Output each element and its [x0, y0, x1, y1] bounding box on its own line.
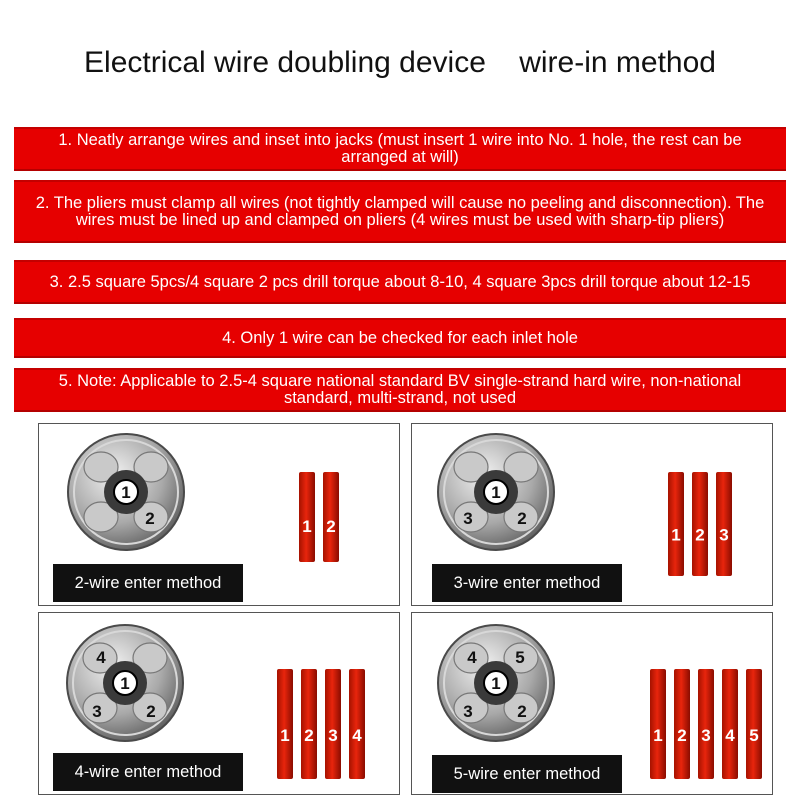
hole-number-label: 2 [517, 509, 527, 528]
method-panel-3-wire [411, 423, 773, 606]
wire-1 [650, 669, 666, 779]
wire-number-label: 4 [725, 726, 735, 745]
method-label-5-wire [432, 755, 622, 793]
wire-number-label: 1 [302, 517, 312, 536]
wire-4 [349, 669, 365, 779]
wire-3 [325, 669, 341, 779]
wire-4 [722, 669, 738, 779]
method-label-2-wire [53, 564, 243, 602]
wire-1 [277, 669, 293, 779]
wire-2 [301, 669, 317, 779]
wire-number-label: 5 [749, 726, 759, 745]
step-4-text: 4. Only 1 wire can be checked for each inlet hole [222, 328, 578, 347]
method-label-4-wire [53, 753, 243, 791]
wire-1 [668, 472, 684, 576]
wire-number-label: 1 [671, 525, 681, 545]
wire-2 [674, 669, 690, 779]
wire-number-label: 2 [677, 726, 687, 745]
hole-number-label: 2 [146, 702, 156, 721]
method-panel-5-wire [411, 612, 773, 795]
method-label-text: 5-wire enter method [453, 764, 601, 783]
hole-number-label: 1 [120, 674, 130, 693]
hole-number-label: 3 [92, 702, 102, 721]
step-2-bar [14, 180, 786, 243]
hole-number-label: 4 [96, 648, 106, 667]
page-title: Electrical wire doubling device wire-in method [84, 46, 716, 79]
method-label-3-wire [432, 564, 622, 602]
wire-3 [698, 669, 714, 779]
step-5-bar [14, 368, 786, 412]
hole-number-label: 4 [467, 648, 477, 667]
step-1-bar [14, 127, 786, 171]
method-label-text: 3-wire enter method [453, 573, 601, 592]
wire-number-label: 2 [695, 525, 705, 545]
wire-number-label: 3 [328, 726, 338, 745]
step-2-text: 2. The pliers must clamp all wires (not tightly clamped will cause no peeling and disconnection). The wires must be lined up and clamped on pliers (4 wires must be used with sharp-tip pliers) [35, 193, 765, 229]
wire-number-label: 4 [352, 726, 362, 745]
wire-number-label: 3 [701, 726, 711, 745]
step-5-text: 5. Note: Applicable to 2.5-4 square national standard BV single-strand hard wire, non-national standard, multi-strand, not used [58, 372, 742, 407]
wire-number-label: 1 [280, 726, 290, 745]
method-panel-4-wire [38, 612, 400, 795]
step-4-bar [14, 318, 786, 358]
wire-3 [716, 472, 732, 576]
wire-number-label: 3 [719, 525, 729, 545]
wire-2 [692, 472, 708, 576]
hole-number-label: 2 [517, 702, 527, 721]
step-1-text: 1. Neatly arrange wires and inset into jacks (must insert 1 wire into No. 1 hole, the rest can be arranged at will) [58, 131, 742, 166]
step-3-bar [14, 260, 786, 304]
hole-number-label: 2 [145, 509, 155, 528]
wire-number-label: 1 [653, 726, 663, 745]
method-label-text: 4-wire enter method [74, 762, 222, 781]
wire-number-label: 2 [326, 517, 336, 536]
hole-number-label: 1 [121, 483, 131, 502]
hole-number-label: 3 [463, 509, 473, 528]
hole-number-label: 1 [491, 483, 501, 502]
method-label-text: 2-wire enter method [74, 573, 222, 592]
wire-number-label: 2 [304, 726, 314, 745]
hole-number-label: 1 [491, 674, 501, 693]
method-panel-2-wire [38, 423, 400, 606]
hole-number-label: 3 [463, 702, 473, 721]
wire-5 [746, 669, 762, 779]
step-3-text: 3. 2.5 square 5pcs/4 square 2 pcs drill torque about 8-10, 4 square 3pcs drill torque about 12-15 [49, 272, 751, 291]
hole-number-label: 5 [515, 648, 525, 667]
